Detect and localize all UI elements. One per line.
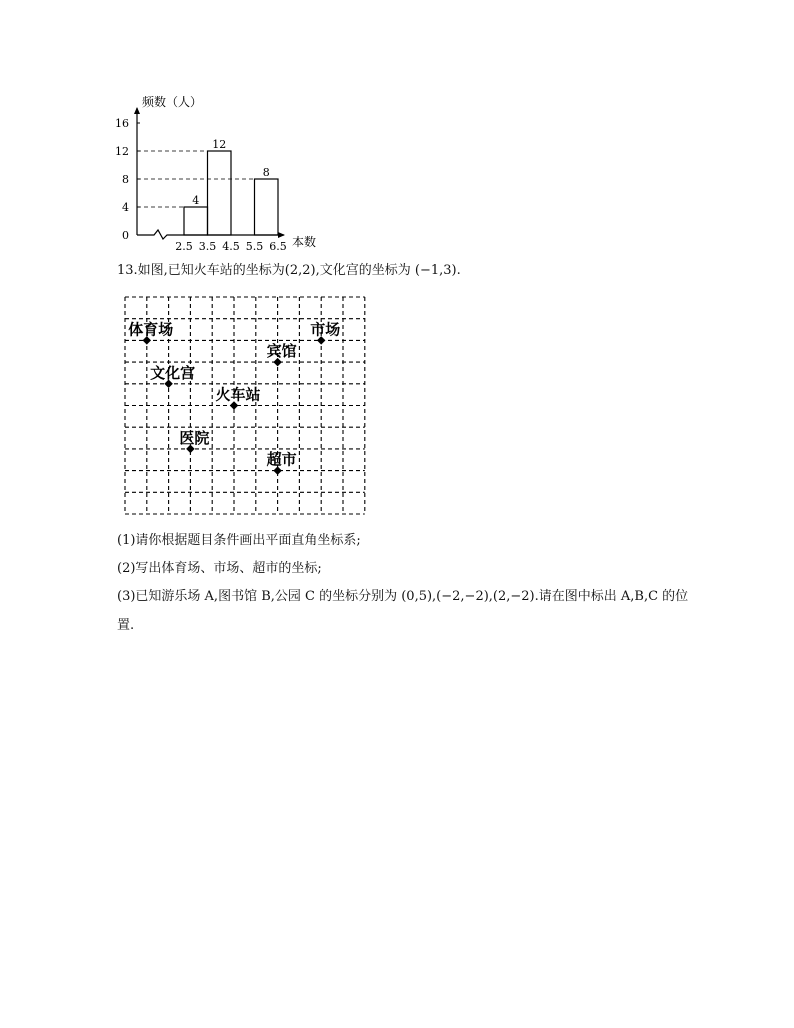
question-part-3-continued: 置. [117,618,135,633]
question-part-3: (3)已知游乐场 A,图书馆 B,公园 C 的坐标分别为 (0,5),(−2,−2),(2,−2).请在图中标出 A,B,C 的位 [117,589,689,604]
y-tick-label: 0 [122,229,129,242]
x-tick-label: 5.5 [245,240,264,253]
histogram-bar [208,151,232,235]
histogram-bar [255,179,279,235]
y-tick-label: 8 [122,173,129,186]
place-label: 宾馆 [266,342,297,361]
place-label: 文化宫 [150,363,196,382]
question-part-2: (2)写出体育场、市场、超市的坐标; [117,561,322,576]
y-tick-label: 16 [115,117,129,130]
x-tick-label: 3.5 [198,240,217,253]
place-label: 超市 [266,450,297,469]
map-grid-figure [116,292,368,518]
bar-data-label: 12 [212,138,227,151]
place-label: 火车站 [215,385,261,404]
place-label: 医院 [179,428,210,447]
y-tick-label: 4 [122,201,129,214]
question-13-intro: 13.如图,已知火车站的坐标为(2,2),文化宫的坐标为 (−1,3). [117,263,461,278]
x-axis-arrow [278,232,285,238]
histogram-bar [184,207,208,235]
x-tick-label: 4.5 [222,240,240,253]
question-part-1: (1)请你根据题目条件画出平面直角坐标系; [117,533,361,548]
y-axis-arrow [134,107,140,114]
x-axis-title: 本数 [292,235,317,249]
bar-data-label: 4 [192,194,200,207]
place-label: 体育场 [128,320,174,339]
x-tick-label: 6.5 [269,240,287,253]
y-tick-label: 12 [115,145,129,158]
place-label: 市场 [310,320,341,339]
y-axis-title: 频数（人） [142,95,203,109]
x-tick-label: 2.5 [175,240,193,253]
frequency-histogram [112,90,332,255]
bar-data-label: 8 [262,166,270,179]
